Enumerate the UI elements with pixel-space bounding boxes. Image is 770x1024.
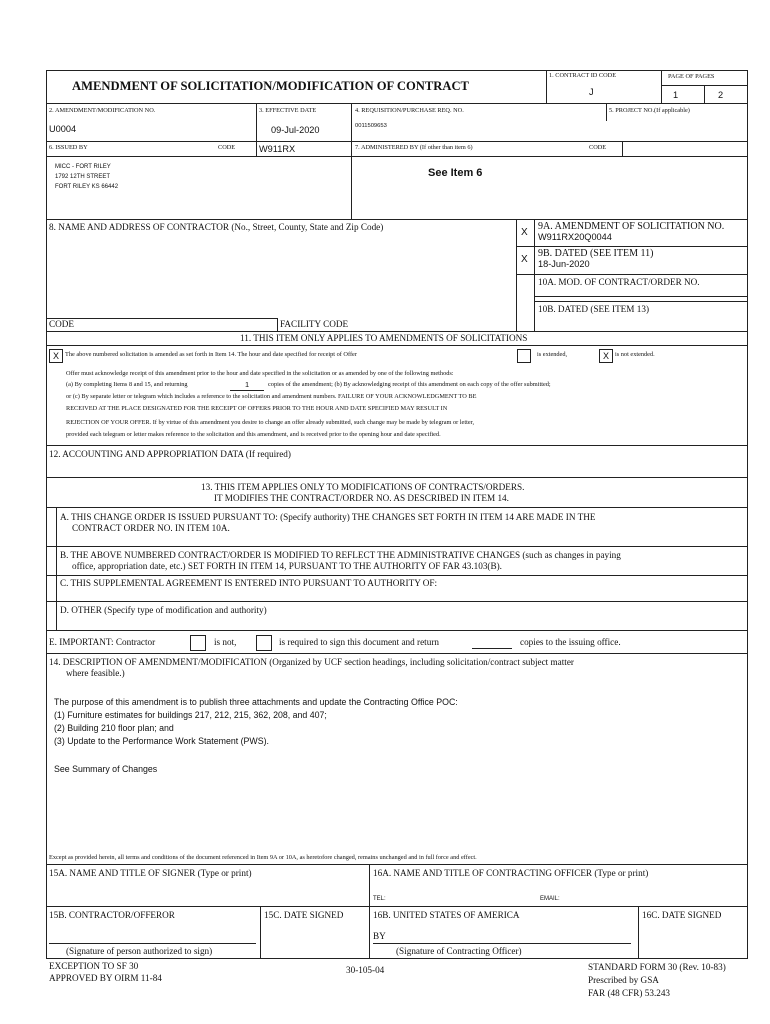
footer-left: APPROVED BY OIRM 11-84: [49, 973, 162, 983]
item13-b: B. THE ABOVE NUMBERED CONTRACT/ORDER IS MODIFIED TO REFLECT THE ADMINISTRATIVE CHANGES (such as changes in paying: [60, 550, 621, 560]
form-title: AMENDMENT OF SOLICITATION/MODIFICATION OF CONTRACT: [72, 79, 469, 93]
rule: [46, 575, 748, 576]
dated-9b-value: 18-Jun-2020: [538, 259, 590, 269]
contractor-label: 8. NAME AND ADDRESS OF CONTRACTOR (No., Street, County, State and Zip Code): [49, 222, 384, 232]
rule: [46, 477, 748, 478]
contract-id-label: 1. CONTRACT ID CODE: [549, 72, 617, 79]
by-label: BY: [373, 931, 386, 941]
total-pages: 2: [718, 90, 724, 100]
rule: [46, 331, 748, 332]
item13-a: CONTRACT ORDER NO. IN ITEM 10A.: [72, 523, 230, 533]
item11-line: copies of the amendment; (b) By acknowledging receipt of this amendment on each copy of the offer submitted;: [268, 381, 551, 388]
footer-right: FAR (48 CFR) 53.243: [588, 988, 671, 998]
rule: [230, 390, 264, 391]
item13-title: 13. THIS ITEM APPLIES ONLY TO MODIFICATIONS OF CONTRACTS/ORDERS.: [201, 482, 525, 492]
checkbox-not-extended[interactable]: X: [599, 349, 613, 363]
footer-left: EXCEPTION TO SF 30: [49, 961, 139, 971]
check-9b[interactable]: X: [521, 254, 528, 265]
amendment-no-value: U0004: [49, 124, 77, 134]
checkbox-amended[interactable]: X: [49, 349, 63, 363]
signer-name-label: 15A. NAME AND TITLE OF SIGNER (Type or print): [49, 868, 252, 878]
rule: [46, 906, 748, 907]
rule: [546, 70, 547, 103]
rule: [46, 70, 748, 71]
check-9a[interactable]: X: [521, 227, 528, 238]
rule: [46, 141, 748, 142]
accounting-label: 12. ACCOUNTING AND APPROPRIATION DATA (If required): [49, 449, 291, 459]
issued-code-label: CODE: [218, 144, 236, 151]
mod-contract-label: 10A. MOD. OF CONTRACT/ORDER NO.: [538, 277, 700, 287]
usa-label: 16B. UNITED STATES OF AMERICA: [373, 910, 520, 920]
rule: [277, 318, 278, 331]
item13-title: IT MODIFIES THE CONTRACT/ORDER NO. AS DESCRIBED IN ITEM 14.: [214, 493, 509, 503]
footer-center: 30-105-04: [346, 965, 385, 975]
rule: [46, 219, 748, 220]
rule: [46, 345, 748, 346]
amendment-solicitation-value: W911RX20Q0044: [538, 232, 612, 242]
except-statement: Except as provided herein, all terms and conditions of the document referenced in Item 9A or 10A, as heretofore changed, remains unchanged and in full force and effect.: [49, 854, 477, 861]
rule: [747, 70, 748, 958]
item13-b: office, appropriation date, etc.) SET FORTH IN ITEM 14, PURSUANT TO THE AUTHORITY OF FAR 43.103(B).: [72, 561, 502, 571]
email-label: EMAIL:: [540, 896, 560, 902]
rule: [351, 141, 352, 219]
rule: [46, 630, 748, 631]
rule: [46, 958, 748, 959]
rule: [704, 85, 705, 103]
checkbox-is-required[interactable]: [256, 635, 272, 651]
contractor-date-label: 15C. DATE SIGNED: [264, 910, 344, 920]
dated-9b-label: 9B. DATED (SEE ITEM 11): [538, 248, 654, 259]
signature-officer-caption: (Signature of Contracting Officer): [396, 946, 522, 956]
footer-right: Prescribed by GSA: [588, 975, 659, 985]
issuer-address-line: 1792 12TH STREET: [55, 174, 111, 180]
officer-name-label: 16A. NAME AND TITLE OF CONTRACTING OFFICER (Type or print): [373, 868, 649, 878]
required-text: is required to sign this document and return: [279, 637, 439, 647]
amended-text: The above numbered solicitation is amended as set forth in Item 14. The hour and date specified for receipt of Offer: [65, 351, 357, 358]
rule: [472, 648, 512, 649]
rule: [516, 219, 517, 331]
administered-by-label: 7. ADMINISTERED BY (If other than item 6): [355, 144, 473, 151]
important-label: E. IMPORTANT: Contractor: [49, 637, 156, 647]
rule: [516, 274, 747, 275]
rule: [534, 296, 747, 297]
item13-a: A. THIS CHANGE ORDER IS ISSUED PURSUANT TO: (Specify authority) THE CHANGES SET FORTH IN ITEM 14 ARE MADE IN THE: [60, 512, 596, 522]
description-label: where feasible.): [66, 668, 125, 678]
issued-by-label: 6. ISSUED BY: [49, 144, 88, 151]
rule: [46, 156, 748, 157]
footer-right: STANDARD FORM 30 (Rev. 10-83): [588, 962, 726, 972]
rule: [46, 601, 748, 602]
rule: [46, 653, 748, 654]
item13-d: D. OTHER (Specify type of modification and authority): [60, 605, 267, 615]
description-line: (3) Update to the Performance Work Statement (PWS).: [54, 736, 269, 746]
rule: [661, 70, 662, 103]
item11-line: (a) By completing Items 8 and 15, and returning: [66, 381, 188, 388]
rule: [56, 507, 57, 630]
admin-code-label: CODE: [589, 144, 607, 151]
rule: [46, 103, 748, 104]
page-of-pages-label: PAGE OF PAGES: [668, 73, 715, 80]
description-line: See Summary of Changes: [54, 764, 158, 774]
rule: [369, 864, 370, 958]
amendment-no-label: 2. AMENDMENT/MODIFICATION NO.: [49, 107, 156, 114]
effective-date-label: 3. EFFECTIVE DATE: [259, 107, 317, 114]
item11-line: REJECTION OF YOUR OFFER. If by virtue of this amendment you desire to change an offer already submitted, such change may be made by telegram or letter,: [66, 419, 475, 426]
is-not-text: is not,: [214, 637, 237, 647]
item13-c: C. THIS SUPPLEMENTAL AGREEMENT IS ENTERED INTO PURSUANT TO AUTHORITY OF:: [60, 578, 438, 588]
checkbox-extended[interactable]: [517, 349, 531, 363]
copies-text: copies to the issuing office.: [520, 637, 621, 647]
project-no-label: 5. PROJECT NO.(If applicable): [609, 107, 690, 114]
signature-person-caption: (Signature of person authorized to sign): [66, 946, 213, 956]
rule: [373, 943, 631, 944]
contractor-offeror-label: 15B. CONTRACTOR/OFFEROR: [49, 910, 175, 920]
description-label: 14. DESCRIPTION OF AMENDMENT/MODIFICATION (Organized by UCF section headings, including solicitation/contract subject matter: [49, 657, 574, 667]
item11-line: or (c) By separate letter or telegram which includes a reference to the solicitation and amendment numbers. FAILURE OF YOUR ACKNOWLEDGMENT TO BE: [66, 393, 477, 400]
effective-date-value: 09-Jul-2020: [271, 125, 320, 135]
rule: [46, 70, 47, 958]
rule: [638, 906, 639, 958]
description-line: The purpose of this amendment is to publish three attachments and update the Contracting Office POC:: [54, 697, 458, 707]
description-line: (2) Building 210 floor plan; and: [54, 723, 174, 733]
item11-title: 11. THIS ITEM ONLY APPLIES TO AMENDMENTS OF SOLICITATIONS: [240, 333, 528, 343]
rule: [46, 864, 748, 865]
dated-10b-label: 10B. DATED (SEE ITEM 13): [538, 304, 650, 314]
rule: [49, 943, 256, 944]
rule: [256, 141, 257, 156]
page-number: 1: [673, 90, 679, 100]
issuer-address-line: FORT RILEY KS 66442: [55, 184, 119, 190]
contract-id-value: J: [589, 87, 594, 97]
rule: [534, 301, 747, 302]
rule: [534, 219, 535, 331]
requisition-value: 0011509653: [355, 123, 387, 129]
rule: [46, 507, 748, 508]
issuer-address-line: MICC - FORT RILEY: [55, 164, 111, 170]
issued-code-value: W911RX: [259, 144, 296, 154]
item11-line: RECEIVED AT THE PLACE DESIGNATED FOR THE RECEIPT OF OFFERS PRIOR TO THE HOUR AND DATE SPECIFIED MAY RESULT IN: [66, 405, 448, 412]
rule: [622, 141, 623, 156]
admin-value: See Item 6: [428, 167, 483, 179]
requisition-label: 4. REQUISITION/PURCHASE REQ. NO.: [355, 107, 464, 114]
rule: [256, 103, 257, 141]
extended-text: is extended,: [537, 351, 568, 358]
rule: [46, 546, 748, 547]
rule: [46, 318, 277, 319]
rule: [260, 906, 261, 958]
copies-value: 1: [245, 380, 250, 389]
rule: [351, 103, 352, 141]
contractor-code-label: CODE: [49, 319, 75, 329]
rule: [516, 246, 747, 247]
checkbox-is-not[interactable]: [190, 635, 206, 651]
description-line: (1) Furniture estimates for buildings 217, 212, 215, 362, 208, and 407;: [54, 710, 327, 720]
officer-date-label: 16C. DATE SIGNED: [642, 910, 722, 920]
item11-line: provided each telegram or letter makes reference to the solicitation and this amendment, and is received prior to the opening hour and date specified.: [66, 431, 441, 438]
amendment-solicitation-label: 9A. AMENDMENT OF SOLICITATION NO.: [538, 221, 725, 232]
rule: [46, 445, 748, 446]
item11-line: Offer must acknowledge receipt of this amendment prior to the hour and date specified in the solicitation or as amended by one of the following methods:: [66, 370, 454, 377]
facility-code-label: FACILITY CODE: [280, 319, 349, 329]
not-extended-text: is not extended.: [615, 351, 655, 358]
tel-label: TEL:: [373, 896, 386, 902]
rule: [606, 103, 607, 121]
